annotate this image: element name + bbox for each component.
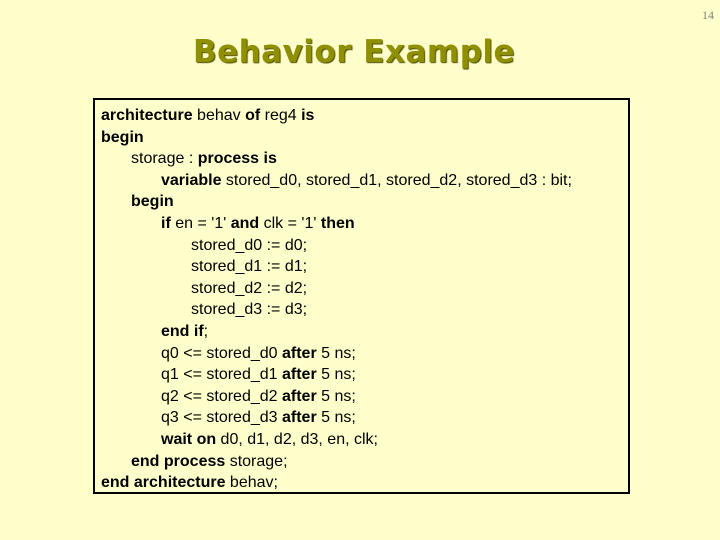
- code-line: [101, 407, 628, 429]
- code-line: [101, 299, 628, 321]
- code-keyword: variable: [161, 171, 222, 189]
- code-text: reg4: [260, 107, 302, 124]
- code-text: ;: [203, 322, 209, 340]
- code-line: [101, 235, 628, 257]
- code-keyword: wait on: [161, 430, 217, 448]
- slide-title: Behavior Example: [192, 34, 516, 70]
- code-text: 5 ns;: [316, 409, 356, 427]
- code-keyword: and: [230, 214, 260, 232]
- code-listing: [93, 98, 630, 494]
- code-text: stored_d0 := d0;: [191, 236, 308, 254]
- code-text: 5 ns;: [316, 366, 356, 384]
- code-line: [101, 256, 628, 278]
- code-keyword: of: [245, 107, 261, 124]
- code-line: [101, 429, 628, 451]
- code-text: q0 <= stored_d0: [161, 344, 282, 362]
- code-keyword: architecture: [101, 107, 193, 124]
- code-line: [101, 386, 628, 408]
- code-text: behav: [192, 107, 246, 124]
- code-text: stored_d3 := d3;: [191, 301, 308, 319]
- code-keyword: end architecture: [101, 474, 226, 492]
- code-keyword: is: [301, 107, 315, 124]
- code-text: d0, d1, d2, d3, en, clk;: [216, 430, 378, 448]
- code-keyword: after: [281, 409, 317, 427]
- code-line: [101, 343, 628, 365]
- code-line: [101, 278, 628, 300]
- code-keyword: end process: [131, 452, 226, 470]
- code-text: en = '1': [170, 214, 231, 232]
- code-keyword: after: [281, 387, 317, 405]
- code-text: storage;: [225, 452, 288, 470]
- code-keyword: if: [161, 214, 171, 232]
- code-line: [101, 105, 628, 127]
- code-line: [101, 472, 628, 494]
- code-text: behav;: [225, 474, 278, 492]
- code-text: stored_d2 := d2;: [191, 279, 308, 297]
- code-keyword: after: [281, 344, 317, 362]
- code-text: 5 ns;: [316, 387, 356, 405]
- code-line: [101, 321, 628, 343]
- code-line: [101, 213, 628, 235]
- code-keyword: then: [320, 214, 355, 232]
- code-keyword: begin: [131, 193, 174, 211]
- code-text: stored_d1 := d1;: [191, 258, 308, 276]
- code-keyword: after: [281, 366, 317, 384]
- code-text: q2 <= stored_d2: [161, 387, 282, 405]
- code-line: [101, 127, 628, 149]
- code-line: [101, 170, 628, 192]
- code-text: q3 <= stored_d3: [161, 409, 282, 427]
- code-line: [101, 451, 628, 473]
- code-keyword: begin: [101, 128, 144, 146]
- code-text: 5 ns;: [316, 344, 356, 362]
- code-text: stored_d0, stored_d1, stored_d2, stored_d3 : bit;: [221, 171, 572, 189]
- code-line: [101, 148, 628, 170]
- code-keyword: process is: [197, 150, 277, 168]
- code-text: clk = '1': [259, 214, 321, 232]
- code-text: q1 <= stored_d1: [161, 366, 282, 384]
- code-keyword: end if: [161, 322, 204, 340]
- code-text: storage :: [131, 150, 198, 168]
- code-line: [101, 191, 628, 213]
- slide-number: 14: [702, 8, 714, 22]
- code-line: [101, 364, 628, 386]
